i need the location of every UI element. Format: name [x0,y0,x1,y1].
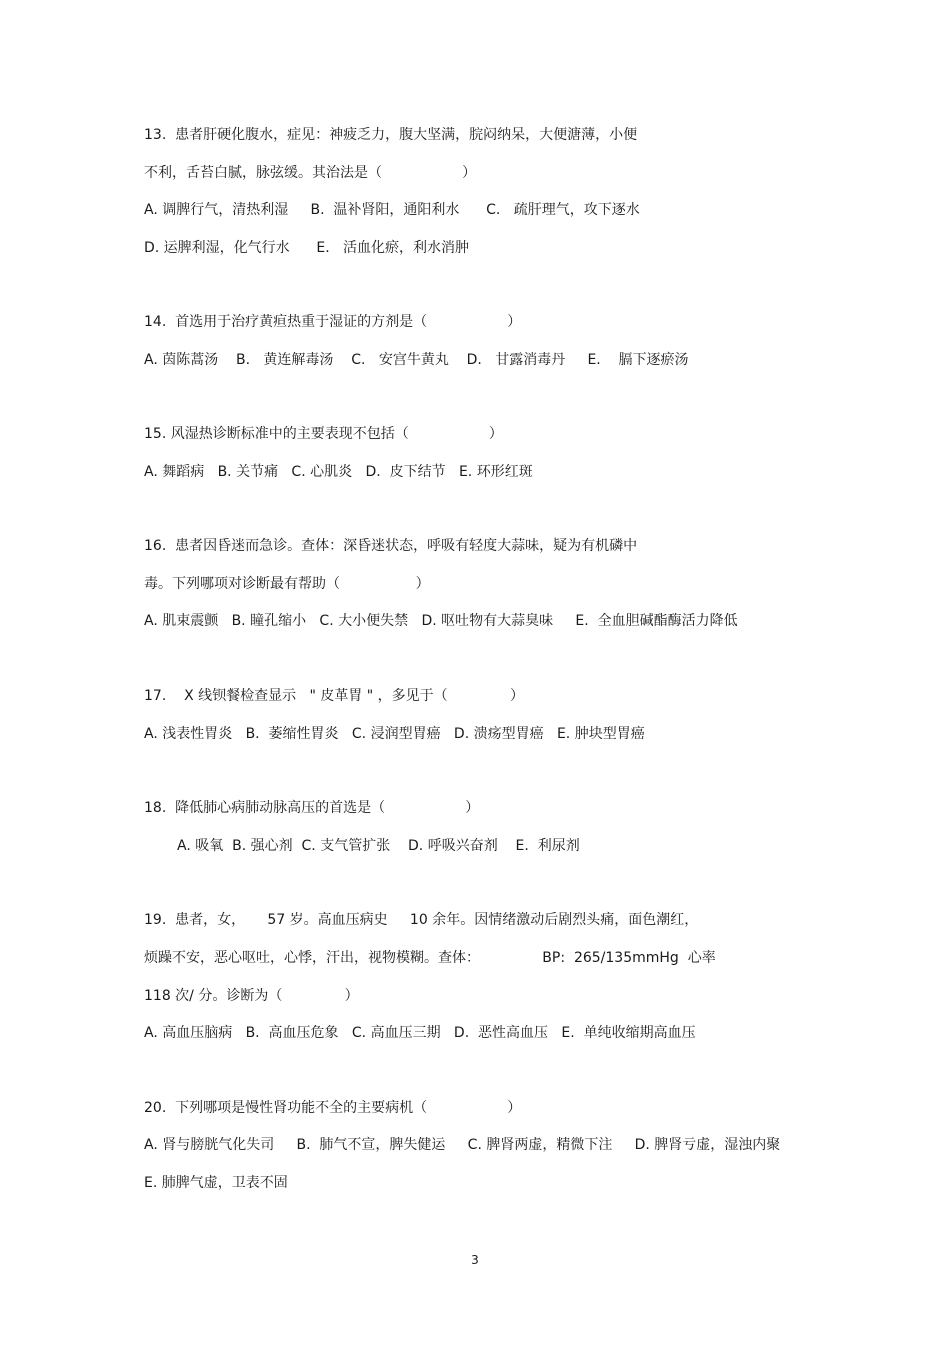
question-14-options: A. 茵陈蒿汤 B. 黄连解毒汤 C. 安宫牛黄丸 D. 甘露消毒丹 E. 膈下逐瘀汤 [144,352,689,368]
question-13-stem-line-2: 不利，舌苔白腻，脉弦缓。其治法是（ ） [144,165,477,181]
question-15-options: A. 舞蹈病 B. 关节痛 C. 心肌炎 D. 皮下结节 E. 环形红斑 [144,464,533,480]
question-19-options: A. 高血压脑病 B. 高血压危象 C. 高血压三期 D. 恶性高血压 E. 单纯收缩期高血压 [144,1025,696,1041]
question-13-options-line-2: D. 运脾利湿，化气行水 E. 活血化瘀，利水消肿 [144,240,470,256]
question-19-stem-line-2: 烦躁不安，恶心呕吐，心悸，汗出，视物模糊。查体： BP: 265/135mmHg 心率 [144,950,716,966]
question-15-stem: 15. 风湿热诊断标准中的主要表现不包括（ ） [144,426,503,442]
question-20-stem: 20. 下列哪项是慢性肾功能不全的主要病机（ ） [144,1100,522,1116]
question-17-stem: 17. X 线钡餐检查显示 " 皮革胃 " ，多见于（ ） [144,688,524,704]
question-17-options: A. 浅表性胃炎 B. 萎缩性胃炎 C. 浸润型胃癌 D. 溃疡型胃癌 E. 肿块型胃癌 [144,726,645,742]
question-20-options-line-2: E. 肺脾气虚，卫表不固 [144,1175,288,1191]
question-18-stem: 18. 降低肺心病肺动脉高压的首选是（ ） [144,800,480,816]
question-20-options-line-1: A. 肾与膀胱气化失司 B. 肺气不宣，脾失健运 C. 脾肾两虚，精微下注 D. 脾肾亏虚，湿浊内聚 [144,1137,781,1153]
question-16-stem-line-2: 毒。下列哪项对诊断最有帮助（ ） [144,576,430,592]
page-number: 3 [471,1253,479,1267]
question-16-options: A. 肌束震颤 B. 瞳孔缩小 C. 大小便失禁 D. 呕吐物有大蒜臭味 E. 全血胆碱酯酶活力降低 [144,613,738,629]
question-19-stem-line-3: 118 次/ 分。诊断为（ ） [144,988,359,1004]
question-13-stem-line-1: 13. 患者肝硬化腹水，症见：神疲乏力，腹大坚满，脘闷纳呆，大便溏薄，小便 [144,127,638,143]
question-18-options: A. 吸氧 B. 强心剂 C. 支气管扩张 D. 呼吸兴奋剂 E. 利尿剂 [177,838,580,854]
question-16-stem-line-1: 16. 患者因昏迷而急诊。查体：深昏迷状态，呼吸有轻度大蒜味，疑为有机磷中 [144,538,638,554]
question-13-options-line-1: A. 调脾行气，清热利湿 B. 温补肾阳，通阳利水 C. 疏肝理气，攻下逐水 [144,202,640,218]
question-19-stem-line-1: 19. 患者，女， 57 岁。高血压病史 10 余年。因情绪激动后剧烈头痛，面色潮红， [144,912,699,928]
question-14-stem: 14. 首选用于治疗黄疸热重于湿证的方剂是（ ） [144,314,522,330]
